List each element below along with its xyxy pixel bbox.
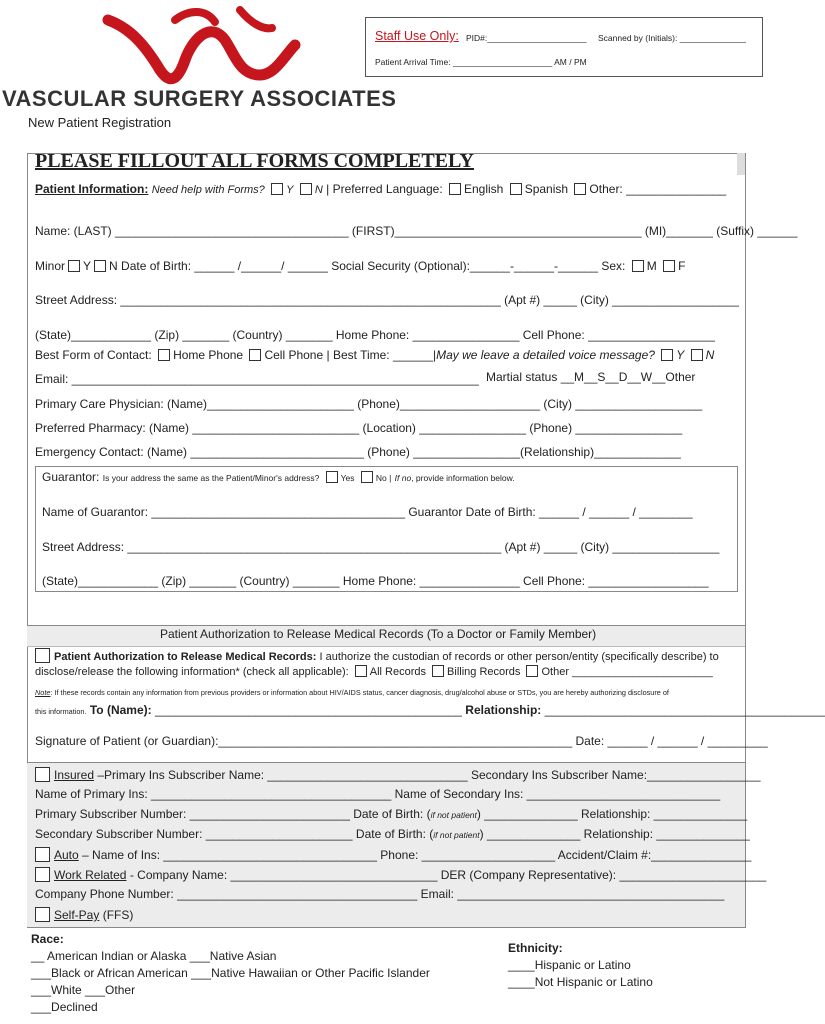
home-phone-checkbox[interactable] — [158, 349, 170, 361]
cell-phone-checkbox[interactable] — [249, 349, 261, 361]
name-line[interactable]: Name: (LAST) ___________________________________ (FIRST)_____________________________________ (MI)_______ (Suffix) ______ — [35, 224, 798, 238]
pharmacy-line[interactable]: Preferred Pharmacy: (Name) _________________________ (Location) ________________ (Phone) ________________ — [35, 421, 683, 435]
sex-female-checkbox[interactable] — [663, 260, 675, 272]
billing-records-label: Billing Records — [447, 666, 521, 678]
insured-row — [35, 767, 761, 782]
spanish-checkbox[interactable] — [510, 183, 522, 195]
contact-row — [35, 348, 714, 362]
spanish-label: Spanish — [524, 182, 569, 196]
release-to-row — [35, 701, 825, 719]
to-name-label: To (Name): — [86, 703, 152, 717]
language-label: | Preferred Language: — [326, 182, 443, 196]
guarantor-ifno: If no — [394, 473, 412, 483]
form-subtitle: New Patient Registration — [28, 115, 172, 130]
arrival-time-field[interactable]: Patient Arrival Time: _____________________ AM / PM — [375, 57, 587, 67]
other-records-field[interactable]: Other _______________________ — [541, 666, 713, 678]
secondary-ifnot: if not patient — [433, 830, 480, 840]
release-checkbox[interactable] — [35, 648, 50, 663]
relationship-label: Relationship: — [465, 703, 542, 717]
minor-dob-row — [35, 259, 685, 273]
voicemail-no-label: N — [705, 348, 715, 362]
voicemail-yes-checkbox[interactable] — [661, 349, 673, 361]
ethnicity-line-2[interactable]: ____Not Hispanic or Latino — [508, 975, 653, 989]
race-label: Race: — [31, 932, 64, 946]
work-related-fields[interactable]: - Company Name: _______________________________ DER (Company Representative): ______________________ — [126, 868, 767, 882]
selfpay-row — [35, 907, 133, 922]
other-language-field[interactable]: Other: _______________ — [589, 182, 727, 196]
secondary-subscriber-field[interactable]: Secondary Subscriber Number: ______________________ Date of Birth: ( — [35, 827, 434, 841]
race-line-4[interactable]: ___Declined — [31, 1000, 98, 1014]
vsa-logo — [100, 0, 300, 92]
guarantor-name-line[interactable]: Name of Guarantor: ______________________________________ Guarantor Date of Birth: ______ / ______ / ________ — [42, 505, 693, 519]
help-no-label: N — [314, 184, 323, 196]
work-related-checkbox[interactable] — [35, 867, 50, 882]
ins-name-line[interactable]: Name of Primary Ins: ____________________________________ Name of Secondary Ins: _____________________________ — [35, 787, 721, 801]
auto-fields[interactable]: – Name of Ins: ________________________________ Phone: ____________________ Accident/Claim #:_______________ — [78, 848, 752, 862]
emergency-contact-line[interactable]: Emergency Contact: (Name) __________________________ (Phone) ________________(Relationship)_____________ — [35, 445, 681, 459]
title-shade — [737, 153, 745, 175]
release-text1: I authorize the custodian of records or other person/entity (specifically describe) to — [316, 651, 719, 663]
release-row2 — [35, 665, 713, 678]
state-phone-line[interactable]: (State)____________ (Zip) _______ (Country) _______ Home Phone: ________________ Cell Phone: ___________________ — [35, 328, 715, 342]
english-checkbox[interactable] — [449, 183, 461, 195]
home-phone-label: Home Phone — [173, 348, 244, 362]
primary-relationship-field[interactable]: ) ______________ Relationship: ______________ — [476, 807, 748, 821]
insured-checkbox[interactable] — [35, 767, 50, 782]
work-related-label: Work Related — [54, 868, 127, 882]
patient-info-label: Patient Information: — [35, 182, 149, 196]
guarantor-no-label: No | — [375, 473, 392, 483]
auto-checkbox[interactable] — [35, 847, 50, 862]
guarantor-provide: , provide information below. — [411, 473, 515, 483]
race-line-2[interactable]: ___Black or African American ___Native Hawaiian or Other Pacific Islander — [31, 966, 430, 980]
other-language-checkbox[interactable] — [574, 183, 586, 195]
insured-subscriber-fields[interactable]: –Primary Ins Subscriber Name: ______________________________ Secondary Ins Subscriber Name:_________________ — [94, 768, 761, 782]
relationship-field[interactable]: __________________________________________ — [541, 703, 825, 717]
guarantor-yes-label: Yes — [340, 473, 355, 483]
to-name-field[interactable]: ______________________________________________ — [151, 703, 466, 717]
auto-label: Auto — [54, 848, 79, 862]
guarantor-row — [42, 470, 515, 484]
guarantor-street-line[interactable]: Street Address: ________________________________________________________ (Apt #) _____ (City) ________________ — [42, 540, 720, 554]
patient-info-row — [35, 182, 726, 196]
release-label: Patient Authorization to Release Medical Records: — [54, 651, 317, 663]
primary-ifnot: if not patient — [430, 810, 477, 820]
voicemail-question: May we leave a detailed voice message? — [436, 348, 655, 362]
voicemail-no-checkbox[interactable] — [691, 349, 703, 361]
help-yes-label: Y — [286, 184, 294, 196]
signature-line[interactable]: Signature of Patient (or Guardian):_____________________________________________________ Date: ______ / ______ / _________ — [35, 734, 768, 748]
ffs-label: (FFS) — [99, 908, 134, 922]
scanned-field[interactable]: Scanned by (Initials): ______________ — [598, 33, 746, 43]
sex-female-label: F — [678, 259, 686, 273]
guarantor-question: Is your address the same as the Patient/Minor's address? — [102, 473, 320, 483]
primary-subscriber-field[interactable]: Primary Subscriber Number: ________________________ Date of Birth: ( — [35, 807, 431, 821]
self-pay-checkbox[interactable] — [35, 907, 50, 922]
primary-subscriber-row — [35, 807, 747, 821]
contact-label: Best Form of Contact: — [35, 348, 152, 362]
note-text: : If these records contain any information from previous providers or information about HIV/AIDS status, cancer diagnosis, drug/alcohol abuse or STDs, you are hereby authorizing disclosure of — [50, 688, 669, 697]
marital-status-field[interactable]: Martial status __M__S__D__W__Other — [486, 370, 696, 384]
insured-label: Insured — [54, 768, 95, 782]
pid-field[interactable]: PID#:_____________________ — [466, 33, 587, 43]
race-line-1[interactable]: __ American Indian or Alaska ___Native Asian — [31, 949, 277, 963]
help-question: Need help with Forms? — [151, 184, 265, 196]
minor-no-checkbox[interactable] — [94, 260, 106, 272]
guarantor-state-line[interactable]: (State)____________ (Zip) _______ (Country) _______ Home Phone: _______________ Cell Phone: __________________ — [42, 574, 709, 588]
other-records-checkbox[interactable] — [526, 665, 538, 677]
self-pay-label: Self-Pay — [54, 908, 100, 922]
org-name: VASCULAR SURGERY ASSOCIATES — [2, 86, 397, 111]
staff-use-label: Staff Use Only: — [375, 29, 459, 43]
pcp-line[interactable]: Primary Care Physician: (Name)______________________ (Phone)_____________________ (City) ___________________ — [35, 397, 703, 411]
form-title: PLEASE FILLOUT ALL FORMS COMPLETELY — [35, 150, 474, 172]
best-time-field[interactable]: Cell Phone | Best Time: ______| — [264, 348, 437, 362]
race-line-3[interactable]: ___White ___Other — [31, 983, 136, 997]
minor-label: Minor — [35, 259, 66, 273]
voicemail-yes-label: Y — [676, 348, 685, 362]
sex-male-checkbox[interactable] — [632, 260, 644, 272]
work-row — [35, 867, 766, 882]
dob-ssn-sex-field[interactable]: N Date of Birth: ______ /______/ ______ Social Security (Optional):______-______-______ Sex: — [109, 259, 626, 273]
minor-yes-checkbox[interactable] — [68, 260, 80, 272]
release-text2: disclose/release the following information* (check all applicable): — [35, 666, 349, 678]
release-note-row — [35, 688, 669, 697]
all-records-label: All Records — [369, 666, 426, 678]
release-header: Patient Authorization to Release Medical Records (To a Doctor or Family Member) — [160, 627, 597, 641]
ethnicity-label: Ethnicity: — [508, 941, 563, 955]
staff-use-box — [365, 17, 763, 77]
note-label: Note — [35, 688, 51, 697]
help-no-checkbox[interactable] — [300, 183, 312, 195]
secondary-subscriber-row — [35, 827, 750, 841]
sex-male-label: M — [646, 259, 657, 273]
help-yes-checkbox[interactable] — [271, 183, 283, 195]
email-line[interactable]: Email: _____________________________________________________________ — [35, 372, 479, 386]
billing-records-checkbox[interactable] — [432, 665, 444, 677]
release-row1 — [35, 648, 719, 663]
english-label: English — [464, 182, 504, 196]
company-phone-line[interactable]: Company Phone Number: ____________________________________ Email: ________________________________________ — [35, 887, 725, 901]
ethnicity-line-1[interactable]: ____Hispanic or Latino — [508, 958, 631, 972]
secondary-relationship-field[interactable]: ) ______________ Relationship: ______________ — [479, 827, 750, 841]
auto-row — [35, 847, 751, 862]
minor-yes-label: Y — [83, 259, 92, 273]
guarantor-label: Guarantor: — [42, 470, 100, 484]
guarantor-yes-checkbox[interactable] — [326, 471, 338, 483]
guarantor-no-checkbox[interactable] — [361, 471, 373, 483]
all-records-checkbox[interactable] — [355, 665, 367, 677]
street-address-line[interactable]: Street Address: _________________________________________________________ (Apt #) _____ (City) ___________________ — [35, 293, 739, 307]
note-text2: this information. — [35, 707, 87, 716]
